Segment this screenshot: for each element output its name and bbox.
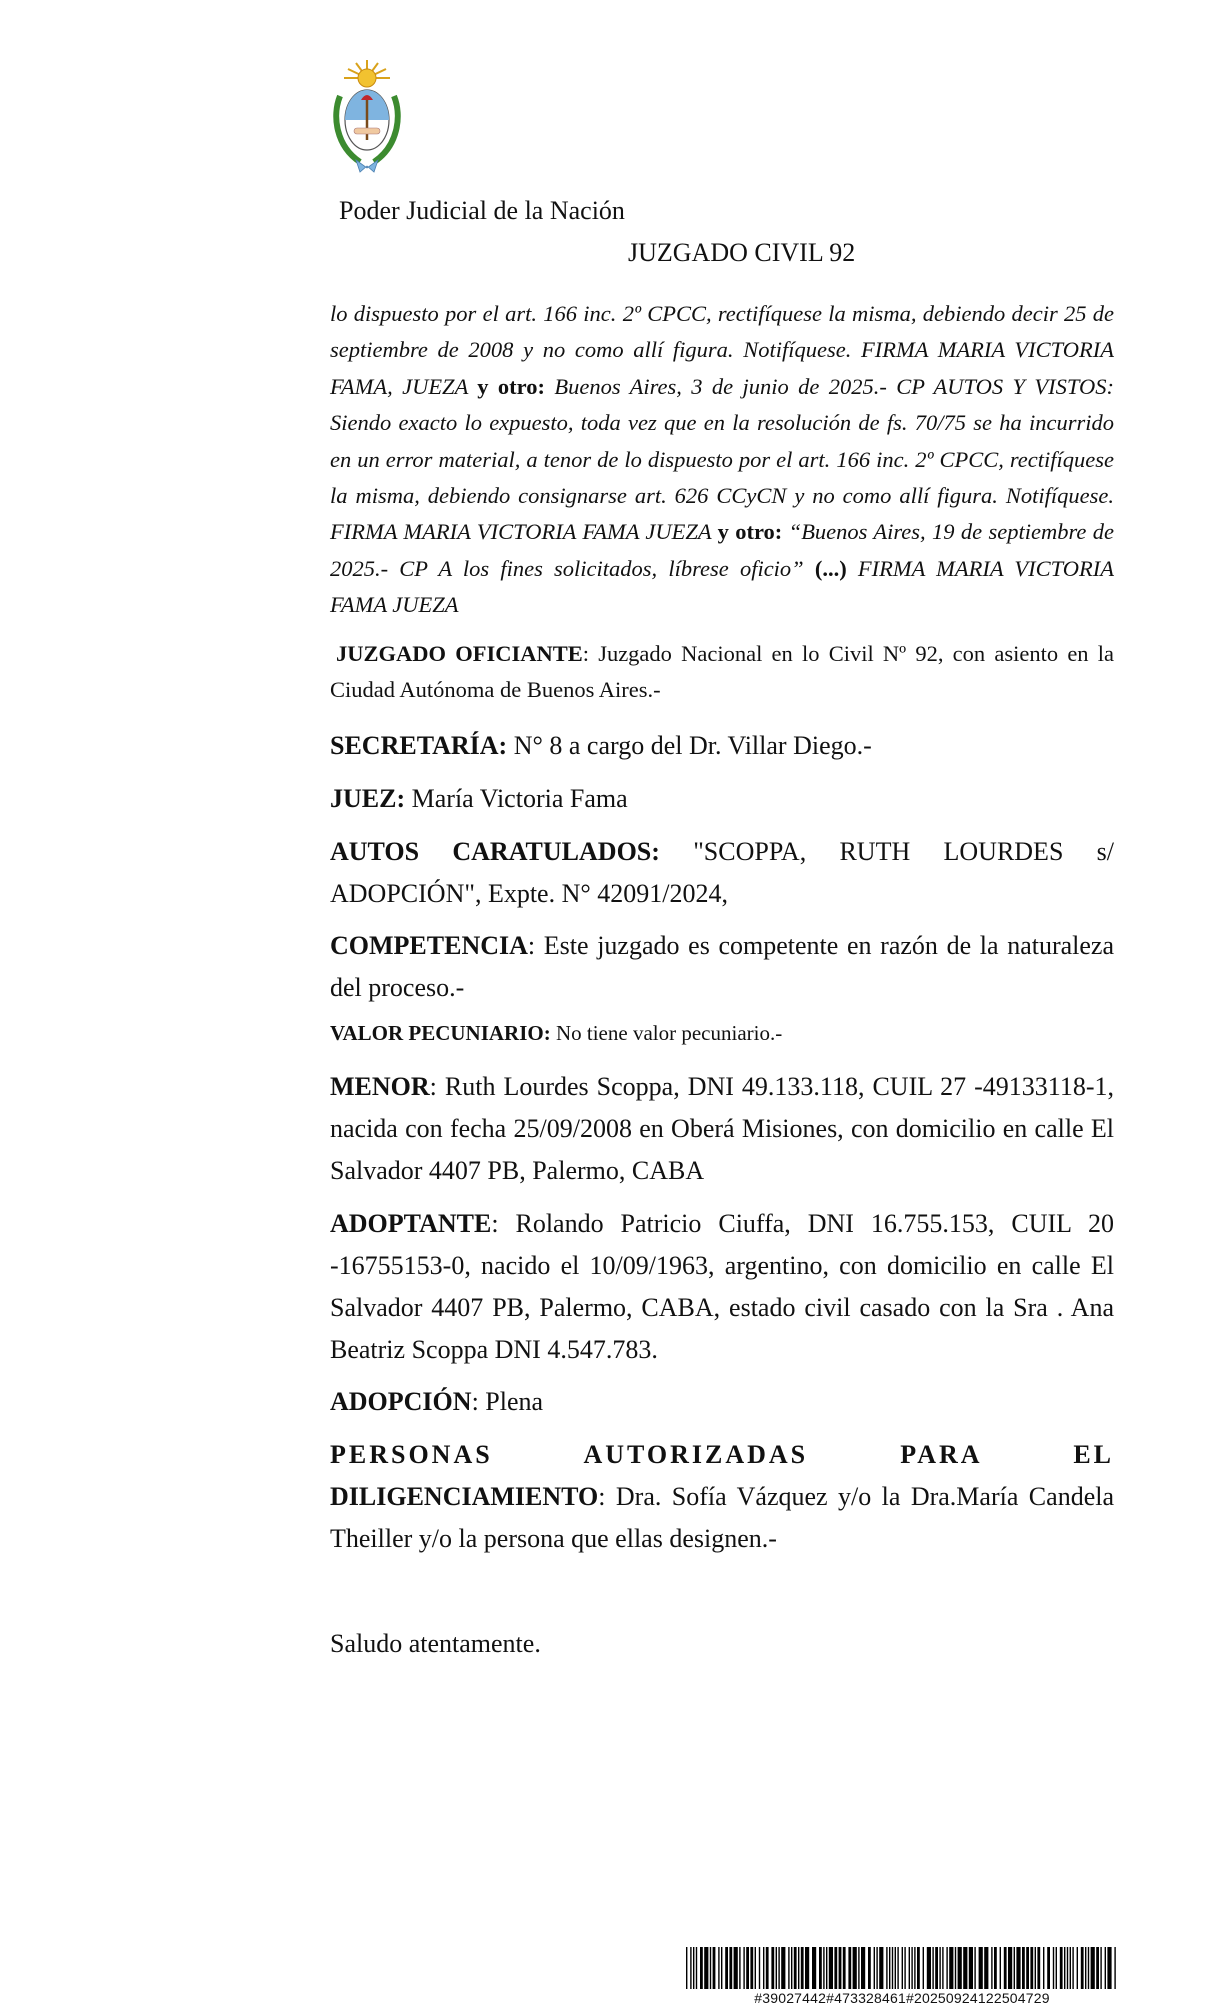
menor-paragraph <box>330 1066 1114 1192</box>
juez-paragraph <box>330 778 1114 820</box>
header-court-name: JUZGADO CIVIL 92 <box>628 238 856 267</box>
oficiante-label: JUZGADO OFICIANTE <box>336 641 583 666</box>
valor-paragraph <box>330 1018 1114 1048</box>
juez-text: María Victoria Fama <box>405 784 628 813</box>
closing-salutation: Saludo atentamente. <box>330 1629 541 1658</box>
adopcion-text: : Plena <box>471 1387 544 1416</box>
quote-bold-1: y otro: <box>477 373 545 399</box>
autos-text: "SCOPPA, RUTH LOURDES s/ ADOPCIÓN", Expte. N° 42091/2024, <box>330 837 1115 908</box>
menor-text: : Ruth Lourdes Scoppa, DNI 49.133.118, CUIL 27 -49133118-1, nacida con fecha 25/09/2008 en Oberá Misiones, con domicilio en calle El Salvador 4407 PB, Palermo, CABA <box>330 1072 1114 1185</box>
oficiante-paragraph <box>330 636 1114 708</box>
header-title: Poder Judicial de la Nación <box>339 196 625 225</box>
adopcion-label: ADOPCIÓN <box>330 1387 472 1416</box>
juez-label: JUEZ: <box>330 784 406 813</box>
menor-label: MENOR <box>330 1072 430 1101</box>
autos-label: AUTOS CARATULADOS: <box>330 837 660 866</box>
valor-label: VALOR PECUNIARIO: <box>330 1021 551 1045</box>
personas-text: : Dra. Sofía Vázquez y/o la Dra.María Candela Theiller y/o la persona que ellas designen.- <box>330 1482 1114 1553</box>
secretaria-text: N° 8 a cargo del Dr. Villar Diego.- <box>507 731 872 760</box>
autos-paragraph <box>330 831 1114 915</box>
personas-label-line2: DILIGENCIAMIENTO <box>330 1482 599 1511</box>
competencia-text: : Este juzgado es competente en razón de la naturaleza del proceso.- <box>330 931 1114 1002</box>
competencia-paragraph <box>330 925 1114 1009</box>
coat-of-arms-emblem <box>330 56 404 176</box>
quote-text-4: FIRMA MARIA VICTORIA FAMA JUEZA <box>330 555 1114 618</box>
quote-text-3: “Buenos Aires, 19 de septiembre de 2025.- CP A los fines solicitados, líbrese oficio” <box>330 519 1114 581</box>
secretaria-paragraph <box>330 725 1114 767</box>
quote-text-1: lo dispuesto por el art. 166 inc. 2º CPCC, rectifíquese la misma, debiendo decir 25 de septiembre de 2008 y no como allí figura. Notifíquese. FIRMA MARIA VICTORIA FAMA, JUEZA <box>330 301 1114 399</box>
quote-text-2: Buenos Aires, 3 de junio de 2025.- CP AUTOS Y VISTOS: Siendo exacto lo expuesto, toda vez que en la resolución de fs. 70/75 se ha incurrido en un error material, a tenor de lo dispuesto por el art. 166 inc. 2º CPCC, rectifíquese la misma, debiendo consignarse art. 626 CCyCN y no como allí figura. Notifíquese. FIRMA MARIA VICTORIA FAMA JUEZA <box>330 373 1115 545</box>
oficiante-text: : Juzgado Nacional en lo Civil Nº 92, con asiento en la Ciudad Autónoma de Buenos Aires.- <box>330 641 1114 702</box>
barcode-number: #39027442#473328461#20250924122504729 <box>754 1990 1050 2006</box>
quoted-resolutions-paragraph <box>330 296 1114 624</box>
adoptante-label: ADOPTANTE <box>330 1209 492 1238</box>
competencia-label: COMPETENCIA <box>330 931 528 960</box>
quote-bold-2: y otro: <box>717 519 783 545</box>
personas-paragraph <box>330 1434 1114 1560</box>
valor-text: No tiene valor pecuniario.- <box>550 1021 783 1045</box>
secretaria-label: SECRETARÍA: <box>330 731 508 760</box>
adopcion-paragraph <box>330 1381 1114 1423</box>
quote-bold-3: (...) <box>814 555 847 581</box>
barcode-image <box>686 1947 1118 1989</box>
adoptante-text: : Rolando Patricio Ciuffa, DNI 16.755.153, CUIL 20 -16755153-0, nacido el 10/09/1963, argentino, con domicilio en calle El Salvador 4407 PB, Palermo, CABA, estado civil casado con la Sra . Ana Beatriz Scoppa DNI 4.547.783. <box>330 1209 1114 1364</box>
adoptante-paragraph <box>330 1203 1114 1371</box>
personas-label-line1: PERSONAS AUTORIZADAS PARA EL <box>330 1440 1114 1469</box>
